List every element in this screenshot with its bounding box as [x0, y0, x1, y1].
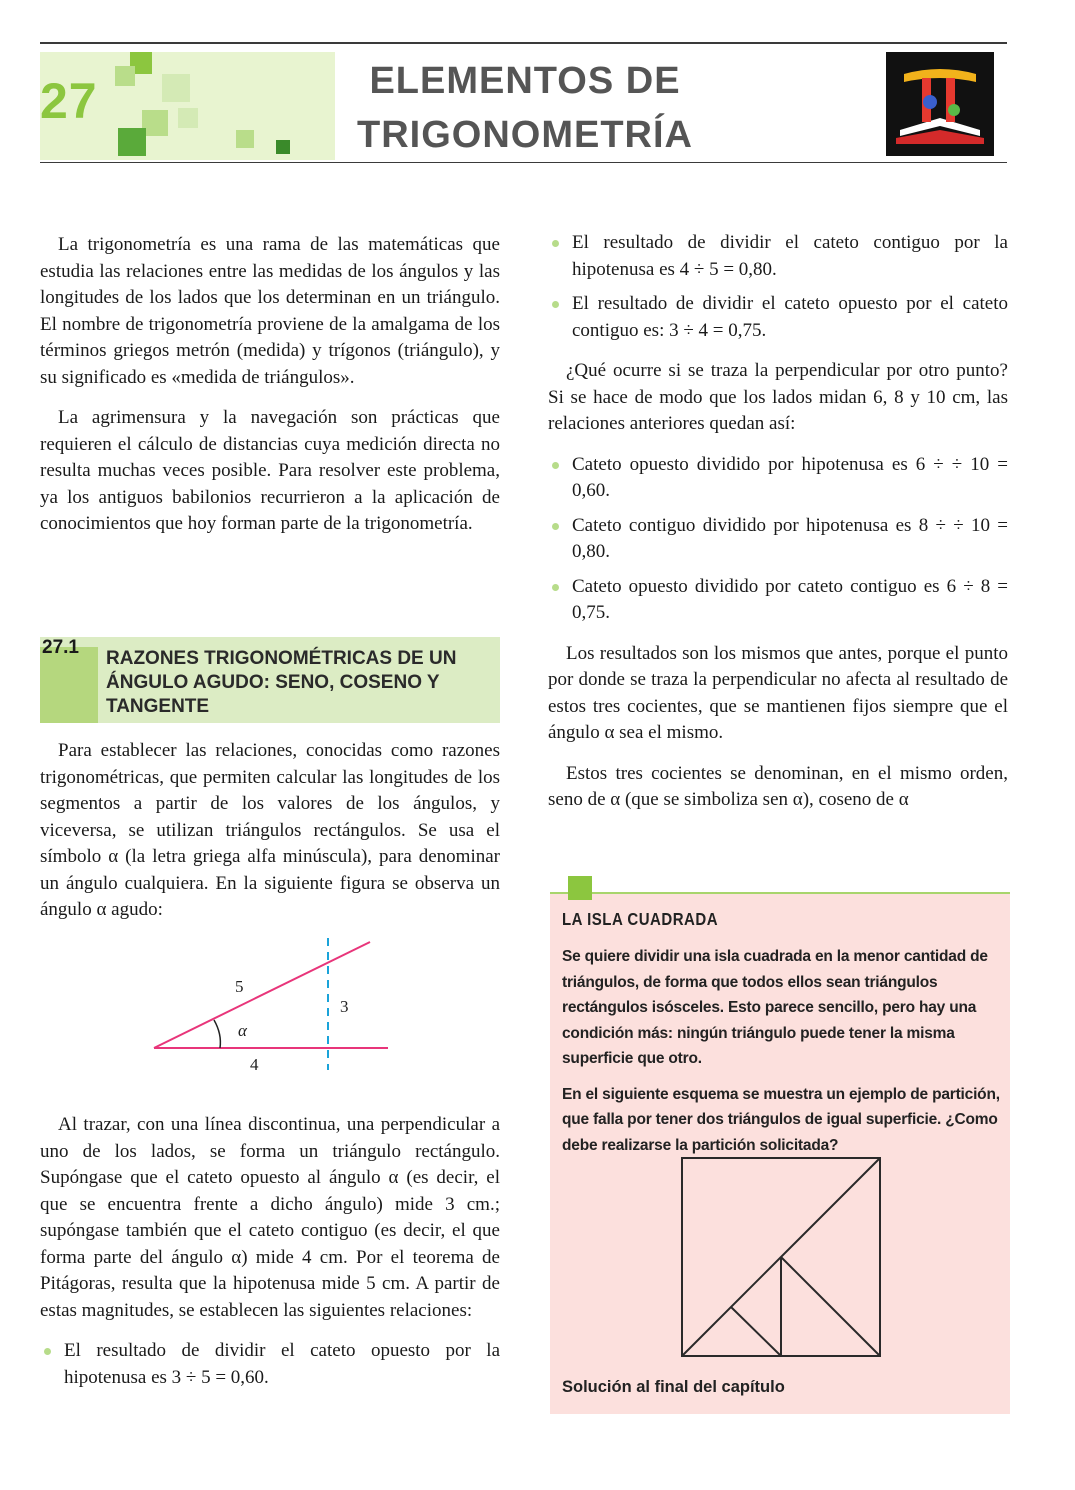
- intro-paragraph-1: La trigonometría es una rama de las matemáticas que estudia las relaciones entre las medidas de los ángulos y las longitudes de los lados que los determinan en un triángulo. El nombre de trigonometría proviene de la amalgama de los términos griegos metrón (medida) y trígonos (triángulo), y su significado es «medida de triángulos».: [40, 234, 500, 388]
- list-item: El resultado de dividir el cateto contiguo por la hipotenusa es 4 ÷ 5 = 0,80.: [548, 230, 1008, 283]
- right-column: [548, 230, 1008, 828]
- figure-label-angle: α: [238, 1021, 247, 1040]
- section-number: 27.1: [42, 637, 79, 658]
- puzzle-box-top-rule: [550, 892, 1010, 894]
- chapter-title-line1: ELEMENTOS DE: [369, 60, 681, 102]
- figure-angle-arc: [214, 1020, 220, 1048]
- left-column-mid: [40, 738, 500, 938]
- right-paragraph-2: Los resultados son los mismos que antes, porque el punto por donde se traza la perpendicular no afecta al resultado de estos tres cocientes, que se mantienen fijos siempre que el ángulo α sea el mismo.: [548, 642, 1008, 743]
- decor-square: [162, 74, 190, 102]
- bullet-list-3: [548, 452, 1008, 627]
- figure-label-opp: 3: [340, 997, 349, 1016]
- section-title: RAZONES TRIGONOMÉTRICAS DE UN ÁNGULO AGUDO: SENO, COSENO Y TANGENTE: [106, 648, 457, 717]
- left-column-bottom: [40, 1112, 500, 1405]
- chapter-number: 27: [40, 73, 98, 129]
- right-paragraph-1: ¿Qué ocurre si se traza la perpendicular por otro punto? Si se hace de modo que los lados midan 6, 8 y 10 cm, las relaciones anteriores quedan así:: [548, 360, 1008, 434]
- decor-square: [115, 66, 135, 86]
- puzzle-text: [562, 944, 1000, 1168]
- puzzle-paragraph-2: En el siguiente esquema se muestra un ejemplo de partición, que falla por tener dos triángulos de igual superficie. ¿Como debe realizarse la partición solicitada?: [562, 1085, 1000, 1154]
- right-paragraph-3: Estos tres cocientes se denominan, en el mismo orden, seno de α (que se simboliza sen α), coseno de α: [548, 762, 1008, 810]
- chapter-title: [335, 54, 715, 162]
- list-item: Cateto contiguo dividido por hipotenusa es 8 ÷ ÷ 10 = 0,80.: [548, 513, 1008, 566]
- figure-label-adj: 4: [250, 1055, 259, 1074]
- list-item: El resultado de dividir el cateto opuesto por el cateto contiguo es: 3 ÷ 4 = 0,75.: [548, 291, 1008, 344]
- figure-label-hyp: 5: [235, 977, 244, 996]
- left-column-top: [40, 232, 500, 552]
- header-top-rule: [40, 42, 1007, 44]
- decor-square: [276, 140, 290, 154]
- section-paragraph-2: Al trazar, con una línea discontinua, una perpendicular a uno de los lados, se forma un triángulo rectángulo. Supóngase que el cateto opuesto al ángulo α (es decir, el que se encuentra frente a dicho ángulo) mide 3 cm.; supóngase también que el cateto contiguo (es decir, el que forma parte del ángulo α) mide 4 cm. Por el teorema de Pitágoras, resulta que la hipotenusa mide 5 cm. A partir de estas magnitudes, se establecen las siguientes relaciones:: [40, 1114, 500, 1321]
- section-paragraph-1: Para establecer las relaciones, conocidas como razones trigonométricas, que permiten calcular las longitudes de los segmentos a partir de los valores de los ángulos, y viceversa, se utilizan triángulos rectángulos. Se usa el símbolo α (la letra griega alfa minúscula), para denominar un ángulo cualquiera. En la siguiente figura se observa un ángulo α agudo:: [40, 740, 500, 920]
- decor-square: [236, 130, 254, 148]
- bullet-list-1: [40, 1338, 500, 1391]
- section-heading: [40, 637, 500, 723]
- decor-square: [118, 128, 146, 156]
- bullet-list-2: [548, 230, 1008, 344]
- puzzle-paragraph-1: Se quiere dividir una isla cuadrada en la menor cantidad de triángulos, de forma que todos ellos sean triángulos rectángulos isósceles. Esto parece sencillo, pero hay una condición más: ningún triángulo puede tener la misma superficie que otro.: [562, 948, 988, 1067]
- header-bottom-rule: [40, 162, 1007, 163]
- decor-square: [178, 108, 198, 128]
- puzzle-box-marker: [568, 876, 592, 900]
- figure-hypotenuse-line: [154, 942, 370, 1048]
- chapter-title-line2: TRIGONOMETRÍA: [357, 114, 693, 156]
- list-item: El resultado de dividir el cateto opuesto por la hipotenusa es 3 ÷ 5 = 0,60.: [40, 1338, 500, 1391]
- puzzle-solution-note: Solución al final del capítulo: [562, 1378, 785, 1396]
- angle-figure: [140, 930, 410, 1080]
- puzzle-title: LA ISLA CUADRADA: [562, 910, 719, 930]
- list-item: Cateto opuesto dividido por hipotenusa es 6 ÷ ÷ 10 = 0,60.: [548, 452, 1008, 505]
- square-partition-diagram: [680, 1156, 884, 1360]
- list-item: Cateto opuesto dividido por cateto contiguo es 6 ÷ 8 = 0,75.: [548, 574, 1008, 627]
- intro-paragraph-2: La agrimensura y la navegación son prácticas que requieren el cálculo de distancias cuya medición directa no resulta muchas veces posible. Para resolver este problema, ya los antiguos babilonios recurrieron a la aplicación de conocimientos que hoy forman parte de la trigonometría.: [40, 407, 500, 534]
- section-number-block: [40, 637, 98, 723]
- pi-book-logo-icon: [886, 52, 994, 156]
